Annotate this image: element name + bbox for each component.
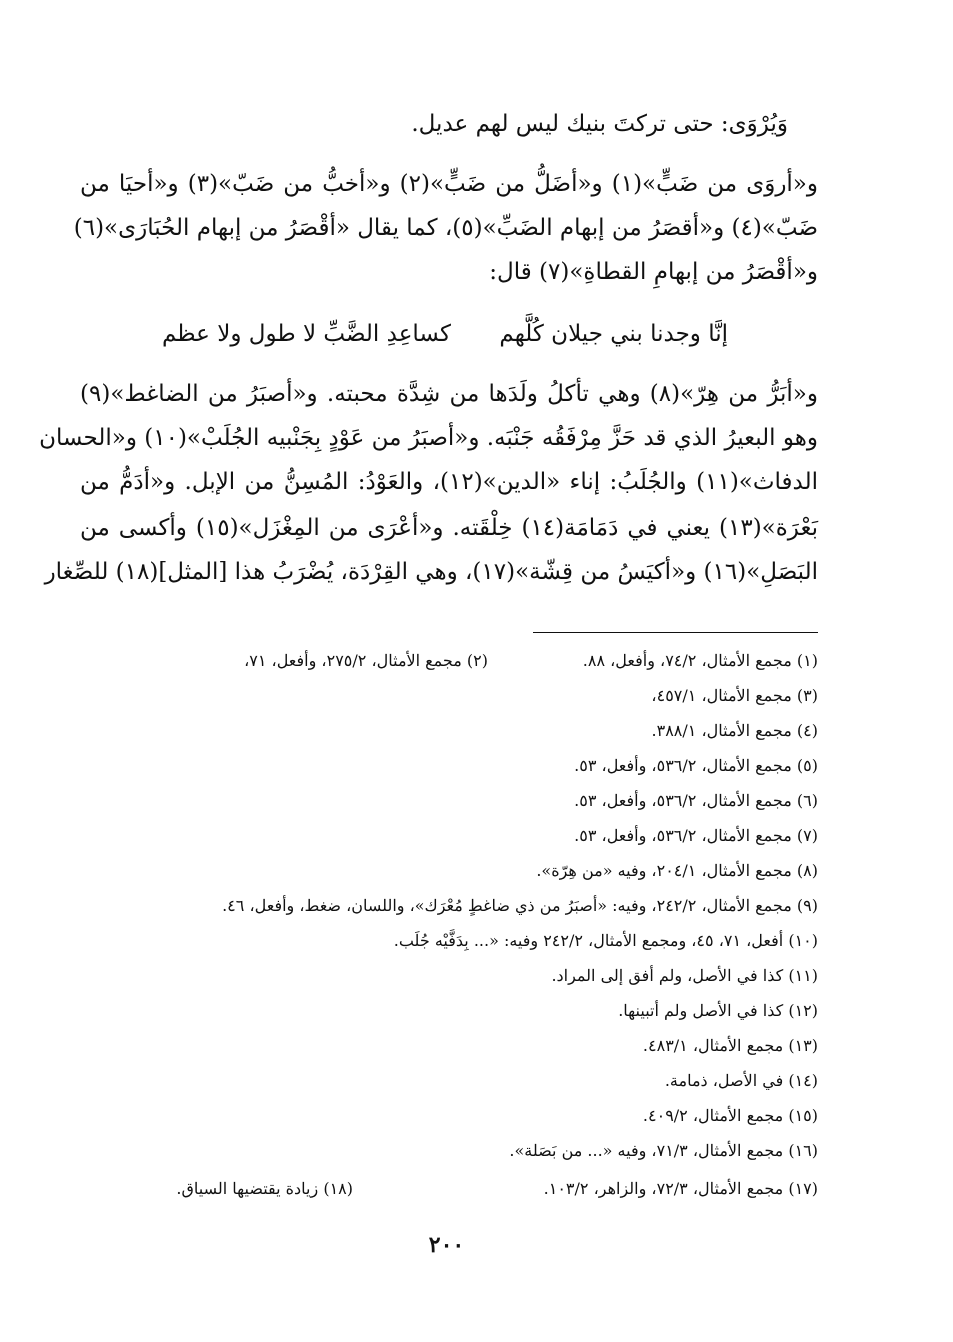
footnote-14: (١٤) في الأصل، ذمامة.: [664, 1071, 818, 1090]
paragraph-2-line-5: البَصَلِ»(١٦) و«أكيَسُ من قِشّة»(١٧)، وهي القِرْدَة، يُضْرَبُ هذا [المثل](١٨) للصِّغار: [44, 559, 818, 585]
paragraph-2-line-2: وهو البعيرُ الذي قد حَزَّ مِرْفَقُه جَنْبَه. و«أصبَرُ من عَوْدٍ بِجَنْبيه الجُلَبْ»(١٠) و«الحسان: [39, 425, 818, 451]
footnote-9: (٩) مجمع الأمثال، ٢٤٢/٢، وفيه: «أصبَرُ من ذي ضاغطٍ مُعْرَك»، واللسان، ضغط، وأفعل، ٤٦.: [222, 896, 818, 915]
footnote-3: (٣) مجمع الأمثال، ٤٥٧/١،: [651, 686, 818, 705]
footnote-7: (٧) مجمع الأمثال، ٥٣٦/٢، وأفعل، ٥٣.: [574, 826, 818, 845]
footnote-17: (١٧) مجمع الأمثال، ٧٢/٣، والزاهر، ١٠٣/٢.: [543, 1179, 818, 1198]
poem-hemistich-right: إنَّا وجدنا بني جيلان كُلَّهم: [499, 321, 728, 347]
footnote-11: (١١) كذا في الأصل، ولم أفق إلى المراد.: [551, 966, 818, 985]
footnote-15: (١٥) مجمع الأمثال، ٤٠٩/٢.: [642, 1106, 818, 1125]
footnote-2: (٢) مجمع الأمثال، ٢٧٥/٢، وأفعل، ٧١،: [244, 651, 488, 670]
footnote-8: (٨) مجمع الأمثال، ٢٠٤/١، وفيه «من هِرّة».: [536, 861, 818, 880]
footnote-separator: [533, 632, 818, 633]
footnote-12: (١٢) كذا في الأصل ولم أتبينها.: [618, 1001, 818, 1020]
verse-variant-line: وَيُرْوَى: حتى تركتَ بنيك ليس لهم عديل.: [411, 111, 788, 137]
paragraph-1-line-3: و«أقْصَرُ من إبهامِ القطاةِ»(٧) قال:: [489, 259, 818, 285]
footnote-1: (١) مجمع الأمثال، ٧٤/٢، وأفعل، ٨٨.: [582, 651, 818, 670]
paragraph-1-line-1: و«أروَى من ضَبٍّ»(١) و«أضَلُّ من ضَبٍّ»(٢) و«أخبُّ من ضَبّ»(٣) و«أحيَا من: [80, 171, 818, 197]
paragraph-1-line-2: ضَبّ»(٤) و«أقصَرُ من إبهام الضَبِّ»(٥)، كما يقال «أقْصَرُ من إبهام الحُبَارَى»(٦): [73, 215, 818, 241]
footnote-16: (١٦) مجمع الأمثال، ٧١/٣، وفيه «... من بَصَلة».: [509, 1141, 818, 1160]
paragraph-2-line-4: بَعْرَة»(١٣) يعني في دَمَامَة(١٤) خِلْقَته. و«أعْرَى من المِغْزَل»(١٥) وأكسى من: [80, 515, 818, 541]
footnote-18: (١٨) زيادة يقتضيها السياق.: [176, 1179, 353, 1198]
page-number: ٢٠٠: [428, 1232, 465, 1258]
footnote-13: (١٣) مجمع الأمثال، ٤٨٣/١.: [642, 1036, 818, 1055]
poem-hemistich-left: كساعِدِ الضَّبِّ لا طول ولا عظم: [162, 321, 451, 347]
footnote-5: (٥) مجمع الأمثال، ٥٣٦/٢، وأفعل، ٥٣.: [574, 756, 818, 775]
footnote-6: (٦) مجمع الأمثال، ٥٣٦/٢، وأفعل، ٥٣.: [574, 791, 818, 810]
footnote-4: (٤) مجمع الأمثال، ٣٨٨/١.: [651, 721, 818, 740]
footnote-10: (١٠) أفعل، ٧١، ٤٥، ومجمع الأمثال، ٢٤٢/٢ وفيه: «... بِدَفَّيْه جُلَب.: [393, 931, 818, 950]
paragraph-2-line-1: و«أبَرُّ من هِرّ»(٨) وهي تأكلُ ولَدَها من شِدَّة محبته. و«أصبَرُ من الضاغط»(٩): [80, 381, 818, 407]
paragraph-2-line-3: الدفاث»(١١) والجُلَبُ: إناء «الدين»(١٢)، والعَوْدُ: المُسِنُّ من الإبل. و«أدَمُّ من: [80, 469, 818, 495]
